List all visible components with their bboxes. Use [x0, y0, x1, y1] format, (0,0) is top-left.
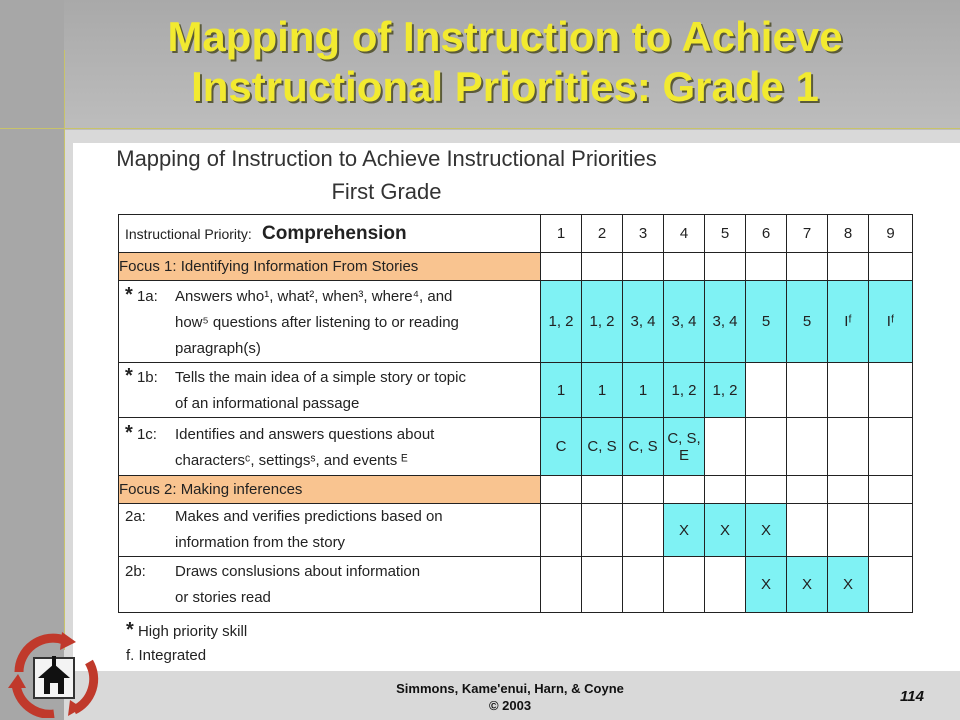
table-cell — [746, 418, 787, 476]
table-cell: C — [541, 418, 582, 476]
table-cell — [664, 557, 705, 613]
skill-description: 2a: Makes and verifies predictions based on information from the story — [119, 504, 541, 557]
priority-value: Comprehension — [262, 222, 407, 244]
skill-description: 2b: Draws conslusions about information or stories read — [119, 557, 541, 613]
table-cell: C, S — [582, 418, 623, 476]
table-cell — [869, 418, 913, 476]
table-cell: 1 — [582, 363, 623, 418]
table-cell: X — [787, 557, 828, 613]
skill-description: * 1c: Identifies and answers questions about charactersᶜ, settingsˢ, and events ᴱ — [119, 418, 541, 476]
document-image — [73, 143, 960, 671]
table-cell: X — [828, 557, 869, 613]
page-number: 114 — [900, 688, 924, 705]
table-row — [119, 557, 913, 613]
recycle-arrows-icon — [4, 632, 104, 718]
table-cell — [623, 504, 664, 557]
table-cell — [541, 504, 582, 557]
column-header: 1 — [541, 215, 582, 253]
table-cell — [787, 418, 828, 476]
column-header: 4 — [664, 215, 705, 253]
table-cell: C, S — [623, 418, 664, 476]
column-header: 2 — [582, 215, 623, 253]
focus-label: Focus 2: Making inferences — [119, 476, 541, 504]
priority-label: Instructional Priority: — [125, 225, 252, 242]
footnote-integrated: f. Integrated — [126, 647, 207, 664]
footer-authors: Simmons, Kame'enui, Harn, & Coyne — [396, 681, 624, 696]
table-cell: 5 — [787, 281, 828, 363]
decorative-line — [0, 128, 960, 129]
priority-cell — [119, 215, 541, 253]
column-header: 7 — [787, 215, 828, 253]
table-cell: 1, 2 — [664, 363, 705, 418]
table-cell: 1, 2 — [705, 363, 746, 418]
table-cell: 3, 4 — [705, 281, 746, 363]
table-cell: X — [664, 504, 705, 557]
table-cell — [582, 557, 623, 613]
table-cell — [828, 504, 869, 557]
slide-title — [60, 12, 950, 112]
table-cell — [746, 363, 787, 418]
column-header: 5 — [705, 215, 746, 253]
table-cell: 1, 2 — [582, 281, 623, 363]
table-cell — [705, 418, 746, 476]
table-cell — [541, 557, 582, 613]
table-cell: X — [746, 557, 787, 613]
table-cell — [828, 418, 869, 476]
table-cell: Iᶠ — [869, 281, 913, 363]
column-header: 9 — [869, 215, 913, 253]
table-row — [119, 504, 913, 557]
column-header: 6 — [746, 215, 787, 253]
table-cell: C, S, E — [664, 418, 705, 476]
mapping-table — [118, 214, 913, 613]
table-cell: X — [705, 504, 746, 557]
table-cell: 3, 4 — [623, 281, 664, 363]
table-cell: 1, 2 — [541, 281, 582, 363]
decorative-line — [64, 50, 65, 650]
footer-copyright: © 2003 — [488, 698, 532, 713]
footnotes — [126, 618, 247, 668]
footnote-high-priority: High priority skill — [137, 623, 248, 640]
table-cell: 3, 4 — [664, 281, 705, 363]
table-cell — [787, 363, 828, 418]
focus-label: Focus 1: Identifying Information From Stories — [119, 253, 541, 281]
table-cell — [828, 363, 869, 418]
focus-row — [119, 253, 913, 281]
table-cell — [869, 504, 913, 557]
document-title: Mapping of Instruction to Achieve Instructional Priorities — [116, 146, 657, 171]
table-row — [119, 418, 913, 476]
slide-title-line2: Instructional Priorities: Grade 1 — [191, 63, 819, 110]
table-cell — [705, 557, 746, 613]
skill-description: * 1b: Tells the main idea of a simple story or topic of an informational passage — [119, 363, 541, 418]
table-row — [119, 363, 913, 418]
focus-row — [119, 476, 913, 504]
slide-left-band — [0, 0, 64, 720]
slide-title-line1: Mapping of Instruction to Achieve — [167, 13, 843, 60]
footer-credits — [360, 680, 660, 714]
table-cell — [623, 557, 664, 613]
table-cell — [787, 504, 828, 557]
table-cell — [869, 363, 913, 418]
table-cell: X — [746, 504, 787, 557]
table-cell: 5 — [746, 281, 787, 363]
table-header-row — [119, 215, 913, 253]
table-cell: Iᶠ — [828, 281, 869, 363]
table-cell — [582, 504, 623, 557]
table-cell — [869, 557, 913, 613]
schoolhouse-icon — [34, 656, 74, 698]
table-row — [119, 281, 913, 363]
column-header: 8 — [828, 215, 869, 253]
column-header: 3 — [623, 215, 664, 253]
table-cell: 1 — [623, 363, 664, 418]
document-subtitle: First Grade — [331, 179, 442, 204]
footnote-star: * — [126, 619, 134, 641]
skill-description: * 1a: Answers who¹, what², when³, where⁴, and how⁵ questions after listening to or reading paragraph(s) — [119, 281, 541, 363]
table-cell: 1 — [541, 363, 582, 418]
